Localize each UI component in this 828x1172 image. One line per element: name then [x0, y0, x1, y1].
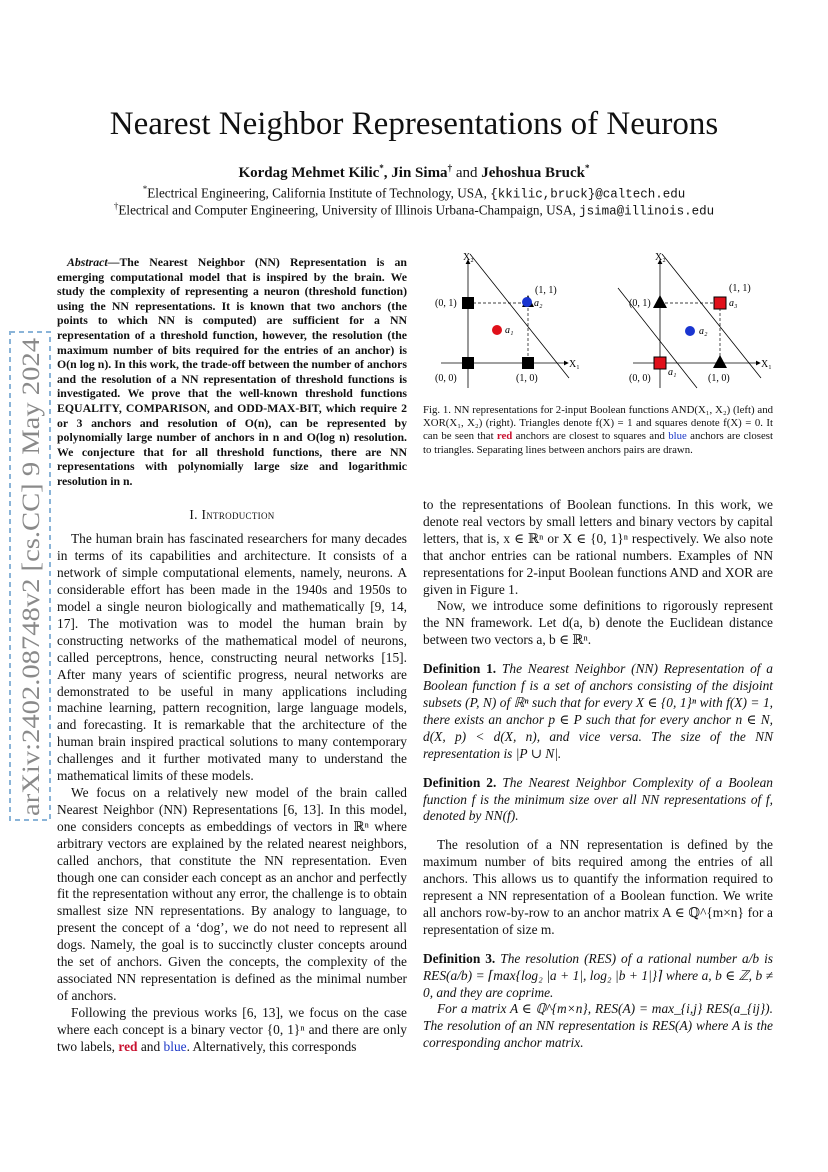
xor-panel [618, 252, 772, 388]
definition-text: The resolution (RES) of a rational number a/b is RES(a/b) = ⌈max{log₂ |a + 1|, log₂ |b + 1|}⌉ where a, b ∈ ℤ, b ≠ 0, and they are coprime. [423, 950, 773, 1000]
point-label: (0, 0) [435, 373, 457, 384]
axis-label: X₂ [655, 252, 666, 263]
paragraph: to the representations of Boolean functions. In this work, we denote real vectors by small letters and binary vectors by capital letters, that is, x ∈ ℝⁿ or X ∈ {0, 1}ⁿ respectively. We also note that anchor entries can be rational numbers. Examples of NN representations for 2-input Boolean functions AND and XOR are given in Figure 1. [423, 497, 773, 597]
blue-word: blue [163, 1038, 187, 1054]
definition-heading: Definition 3. [423, 950, 496, 966]
square-marker [462, 297, 474, 309]
affiliation: †Electrical and Computer Engineering, University of Illinois Urbana-Champaign, USA, jsima@illinois.edu [113, 201, 715, 219]
arxiv-stamp [8, 330, 52, 822]
affiliation-text: Electrical and Computer Engineering, University of Illinois Urbana-Champaign, USA, [118, 202, 576, 218]
separating-line [470, 254, 569, 378]
definition-text: The Nearest Neighbor Complexity of a Boolean function f is the minimum size over all NN representations of f, denoted by NN(f). [423, 774, 773, 824]
anchor-label: a₃ [729, 298, 738, 309]
affiliation: *Electrical Engineering, California Institute of Technology, USA, {kkilic,bruck}@caltech.edu [142, 184, 686, 202]
author-name: Kordag Mehmet Kilic [238, 165, 380, 181]
and-panel [435, 252, 580, 388]
paragraph: The resolution of a NN representation is defined by the maximum number of bits required among the entries of all anchors. This allows us to quantify the information required to represent a NN representation of a Boolean function. We write all anchors row-by-row to an anchor matrix A ∈ ℚ^{m×n} for a representation of size m. [423, 837, 773, 937]
square-marker [462, 357, 474, 369]
abstract-heading: Abstract [67, 255, 108, 269]
section-heading [57, 507, 407, 524]
definition-2 [423, 775, 773, 826]
email: {kkilic,bruck}@caltech.edu [490, 187, 686, 202]
anchor-label: a₂ [534, 298, 543, 309]
red-anchor [492, 325, 502, 335]
point-label: (1, 0) [516, 373, 538, 384]
caption-text: anchors are closest to triangles. Separating lines between anchors pairs are drawn. [423, 430, 773, 456]
paragraph: The human brain has fascinated researchers for many decades in terms of its capabilities and architecture. It consists of a network of simple computational elements, namely, neurons. A considerable effort has been made in the 1940s and 1950s to model a single neuron biologically and mathematically [9, 14, 17]. The motivation was to model the human brain by constructing networks of the mathematical model of neurons, called perceptrons, hence, constructing neural networks [15]. After many years of scientific progress, neural networks are demonstrated to be useful in many applications including machine learning, pattern recognition, large language models, and forecasting. It is remarkable that the architecture of the human brain inspired practical solutions to many contemporary challenges and it further motivated many to understand the mathematical limits of these models. [57, 531, 407, 784]
definition-1 [423, 661, 773, 762]
red-word: red [496, 430, 513, 443]
anchor-label: a₂ [699, 326, 708, 337]
right-column [423, 497, 773, 1052]
caption-text: Fig. 1. NN representations for 2-input Boolean functions AND(X₁, X₂) (left) and XOR(X₁, X₂) (right). Triangles denote f(X) = 1 and squares denote f(X) = 0. It can be seen that [423, 404, 773, 443]
figure-1 [423, 248, 773, 398]
anchor-label: a₁ [668, 367, 677, 378]
section-title: Introduction [201, 506, 275, 522]
definition-3 [423, 951, 773, 1002]
author-name: Jin Sima [391, 165, 448, 181]
caption-text: anchors are closest to squares and [515, 430, 665, 443]
anchor-label: a₁ [505, 325, 514, 336]
red-anchor-square [654, 357, 666, 369]
point-label: (1, 0) [708, 373, 730, 384]
point-label: (1, 1) [535, 285, 557, 296]
paragraph: We focus on a relatively new model of the brain called Nearest Neighbor (NN) Representations [6, 13]. In this model, one considers concepts as embeddings of vectors in ℝⁿ where arbitrary vectors are explained by the related nearest neighbors, called anchors, that constitute the NN representation. Even though one can consider each concept as an anchor and perfectly fit the representation without any error, the challenge is to obtain smallest size NN representations. By analogy to language, to present the concept of a ‘dog’, we do not need to represent all dogs. Namely, the goal is to succinctly cluster concepts around the set of anchors. Given the concepts, the complexity of the associated NN representation is defined as the minimal number of anchors. [57, 785, 407, 1003]
point-label: (1, 1) [729, 283, 751, 294]
blue-anchor [685, 326, 695, 336]
blue-anchor [522, 297, 532, 307]
point-label: (0, 1) [435, 298, 457, 309]
definition-3-continued: For a matrix A ∈ ℚ^{m×n}, RES(A) = max_{i,j} RES(a_{ij}). The resolution of an NN representation is RES(A) where A is the corresponding anchor matrix. [423, 1001, 773, 1051]
affiliation-text: Electrical Engineering, California Institute of Technology, USA, [147, 185, 487, 201]
axis-label: X₂ [463, 252, 474, 263]
point-label: (0, 0) [629, 373, 651, 384]
section-number: I. [189, 506, 198, 522]
and-word: and [140, 1038, 161, 1054]
paragraph [57, 1005, 407, 1056]
author-line: Kordag Mehmet Kilic*, Jin Sima† and Jehoshua Bruck* [238, 163, 590, 181]
square-marker [522, 357, 534, 369]
axis-label: X₁ [569, 359, 580, 370]
email: jsima@illinois.edu [579, 204, 715, 219]
paragraph-text: Following the previous works [6, 13], we focus on the case where each concept is a binary vector {0, 1}ⁿ and there are only two labels, [57, 1004, 407, 1054]
separating-line [662, 254, 761, 378]
arxiv-stamp-text: arXiv:2402.08748v2 [cs.CC] 9 May 2024 [18, 397, 45, 816]
axis-label: X₁ [761, 359, 772, 370]
definition-heading: Definition 1. [423, 661, 497, 677]
figure-caption [423, 404, 773, 457]
point-label: (0, 1) [629, 298, 651, 309]
red-anchor-square [714, 297, 726, 309]
paragraph-text: . Alternatively, this corresponds [186, 1038, 357, 1054]
red-word: red [118, 1038, 138, 1054]
paper-title: Nearest Neighbor Representations of Neurons [109, 106, 719, 142]
author-name: Jehoshua Bruck [481, 165, 586, 181]
blue-word: blue [668, 430, 687, 443]
definition-heading: Definition 2. [423, 774, 497, 790]
definition-text: The Nearest Neighbor (NN) Representation of a Boolean function f is a set of anchors consisting of the disjoint subsets (P, N) of ℝⁿ such that for every X ∈ {0, 1}ⁿ with f(X) = 1, there exists an anchor p ∈ P such that for every anchor n ∈ N, d(X, p) < d(X, n), and vice versa. The size of the NN representation is |P ∪ N|. [423, 661, 773, 761]
triangle-marker [713, 355, 727, 368]
left-column [57, 255, 407, 1056]
triangle-marker [653, 295, 667, 308]
paragraph: Now, we introduce some definitions to rigorously represent the NN framework. Let d(a, b) denote the Euclidean distance between two vectors a, b ∈ ℝⁿ. [423, 598, 773, 648]
author-and: and [455, 165, 478, 181]
abstract [57, 255, 407, 489]
abstract-text: —The Nearest Neighbor (NN) Representation is an emerging computational model that is inspired by the brain. We study the complexity of representing a neuron (threshold function) using the NN representations. It is known that two anchors (the points to which NN is computed) are sufficient for a NN representation of a threshold function, however, the resolution (the maximum number of bits required for the entries of an anchor) is O(n log n). In this work, the trade-off between the number of anchors and the resolution of a NN representation of threshold functions is investigated. We prove that the well-known threshold functions EQUALITY, COMPARISON, and ODD-MAX-BIT, which require 2 or 3 anchors and resolution of O(n), can be represented by polynomially large number of anchors in n and O(log n) resolution. We conjecture that for all threshold functions, there are NN representations with polynomially large size and logarithmic resolution in n. [57, 255, 407, 488]
